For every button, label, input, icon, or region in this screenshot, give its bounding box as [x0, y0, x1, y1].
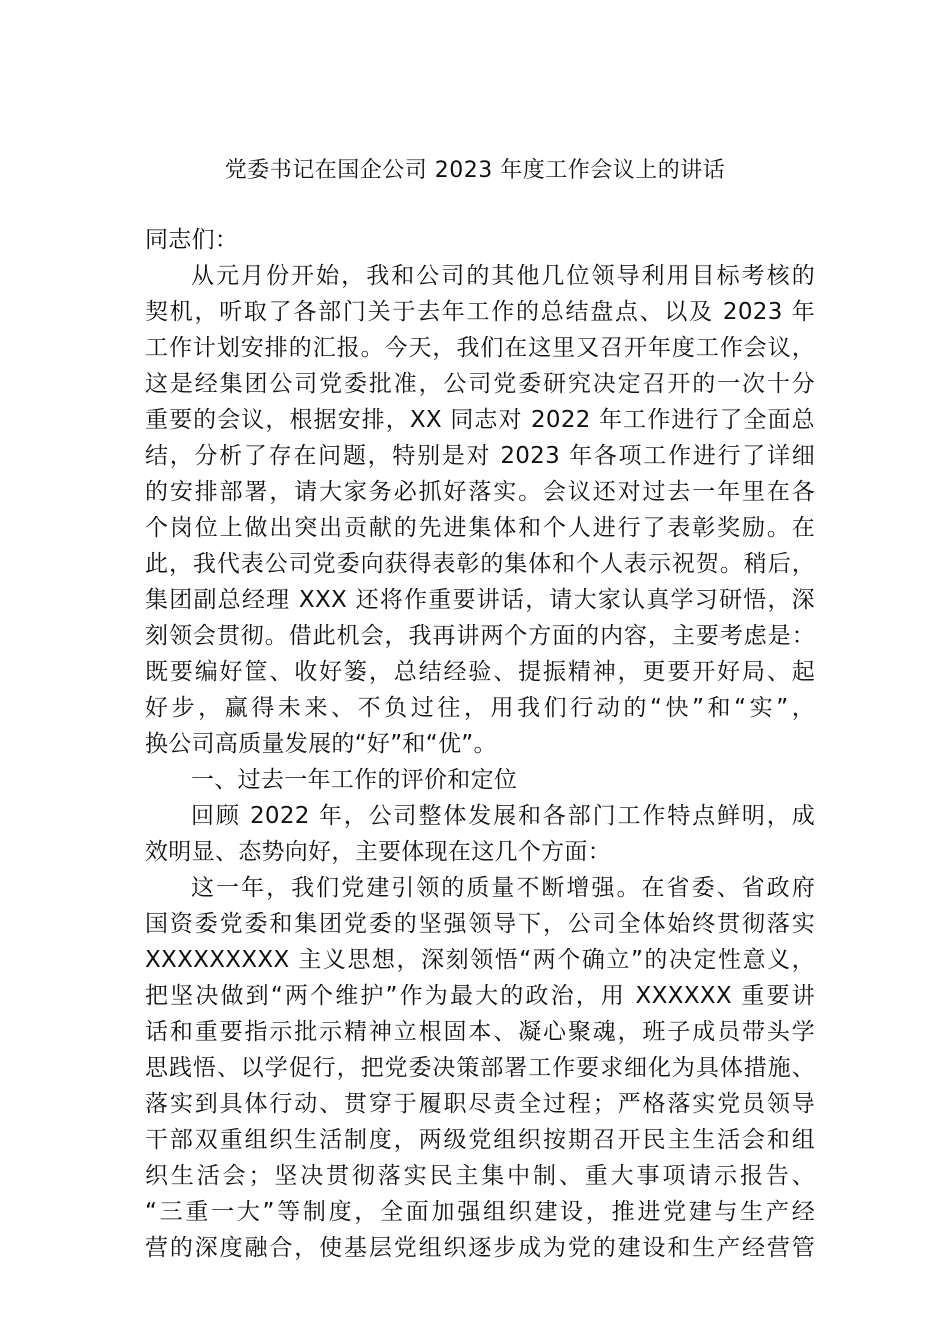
- text-line: 话和重要指示批示精神立根固本、凝心聚魂，班子成员带头学: [145, 1019, 815, 1045]
- text-line: 织生活会；坚决贯彻落实民主集中制、重大事项请示报告、: [145, 1163, 815, 1189]
- text-line: 契机，听取了各部门关于去年工作的总结盘点、以及 2023 年: [145, 299, 815, 325]
- text-line: 营的深度融合，使基层党组织逐步成为党的建设和生产经营管: [145, 1235, 815, 1261]
- text-line: 回顾 2022 年，公司整体发展和各部门工作特点鲜明，成: [191, 803, 815, 829]
- text-line: XXXXXXXXX 主义思想，深刻领悟“两个确立”的决定性意义，: [145, 947, 815, 973]
- text-line: 刻领会贯彻。借此机会，我再讲两个方面的内容，主要考虑是：: [145, 623, 815, 649]
- text-line: 从元月份开始，我和公司的其他几位领导利用目标考核的: [191, 263, 815, 289]
- text-line: 换公司高质量发展的“好”和“优”。: [145, 731, 497, 757]
- text-line: 把坚决做到“两个维护”作为最大的政治，用 XXXXXX 重要讲: [145, 983, 815, 1009]
- text-line: 一、过去一年工作的评价和定位: [191, 767, 518, 793]
- text-line: 思践悟、以学促行，把党委决策部署工作要求细化为具体措施、: [145, 1055, 815, 1081]
- text-line: 国资委党委和集团党委的坚强领导下，公司全体始终贯彻落实: [145, 911, 815, 937]
- text-line: 此，我代表公司党委向获得表彰的集体和个人表示祝贺。稍后，: [145, 551, 815, 577]
- text-line: 同志们：: [145, 227, 239, 253]
- text-line: 结，分析了存在问题，特别是对 2023 年各项工作进行了详细: [145, 443, 815, 469]
- text-line: 的安排部署，请大家务必抓好落实。会议还对过去一年里在各: [145, 479, 815, 505]
- text-line: 这一年，我们党建引领的质量不断增强。在省委、省政府: [191, 875, 815, 901]
- text-line: 好步，赢得未来、不负过往，用我们行动的“快”和“实”，: [145, 695, 815, 721]
- text-line: 既要编好筐、收好篓，总结经验、提振精神，更要开好局、起: [145, 659, 815, 685]
- text-line: 集团副总经理 XXX 还将作重要讲话，请大家认真学习研悟，深: [145, 587, 815, 613]
- text-line: 干部双重组织生活制度，两级党组织按期召开民主生活会和组: [145, 1127, 815, 1153]
- document-body: [145, 222, 815, 1266]
- text-line: 重要的会议，根据安排，XX 同志对 2022 年工作进行了全面总: [145, 407, 815, 433]
- text-line: 这是经集团公司党委批准，公司党委研究决定召开的一次十分: [145, 371, 815, 397]
- document-title: 党委书记在国企公司 2023 年度工作会议上的讲话: [224, 158, 726, 183]
- text-line: 工作计划安排的汇报。今天，我们在这里又召开年度工作会议，: [145, 335, 815, 361]
- text-line: 效明显、态势向好，主要体现在这几个方面：: [145, 839, 611, 865]
- text-line: 落实到具体行动、贯穿于履职尽责全过程；严格落实党员领导: [145, 1091, 815, 1117]
- text-line: “三重一大”等制度，全面加强组织建设，推进党建与生产经: [145, 1199, 815, 1225]
- text-line: 个岗位上做出突出贡献的先进集体和个人进行了表彰奖励。在: [145, 515, 815, 541]
